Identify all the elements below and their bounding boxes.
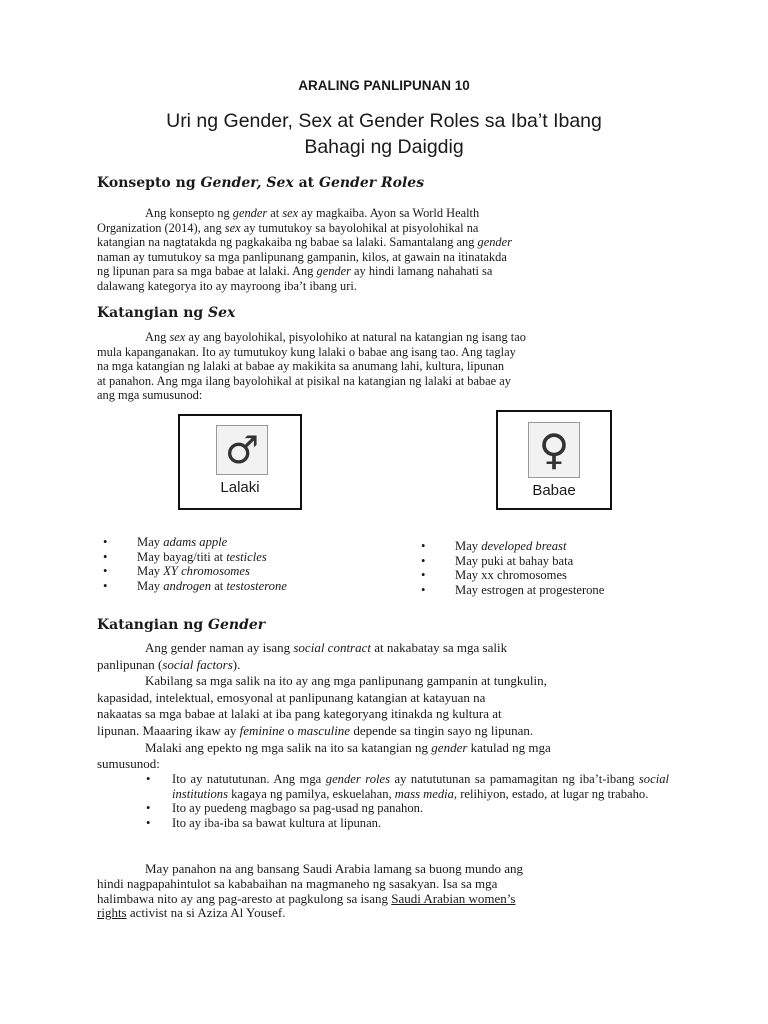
male-traits-list (101, 535, 401, 593)
list-item: • May adams apple (101, 535, 401, 550)
rights-link[interactable]: rights (97, 905, 127, 921)
text-line: hindi nagpapahintulot sa kababaihan na magmaneho ng sasakyan. Isa sa mga (97, 875, 498, 891)
text-line: May panahon na ang bansang Saudi Arabia lamang sa buong mundo ang (145, 861, 523, 876)
heading-text: Katangian ng (97, 305, 209, 321)
paragraph-saudi (97, 862, 669, 921)
heading-italic: Gender (208, 617, 266, 633)
list-item: • May xx chromosomes (419, 568, 679, 583)
heading-text: at (293, 175, 320, 191)
text-line: Ang konsepto ng gender at sex ay magkaiba. Ayon sa World Health (145, 206, 480, 220)
saudi-link[interactable]: Saudi Arabian women’s (391, 890, 516, 906)
section-heading-konsepto (97, 175, 424, 191)
list-item: • Ito ay iba-iba sa bawat kultura at lipunan. (144, 816, 669, 831)
heading-text: Katangian ng (97, 617, 209, 633)
list-item: • May developed breast (419, 539, 679, 554)
text-line: ang mga sumusunod: (97, 388, 203, 403)
female-label: Babae (532, 482, 576, 499)
text-line: dalawang kategorya ito ay mayroong iba’t ibang uri. (97, 278, 357, 293)
male-symbol-icon: ♂ (216, 425, 268, 475)
list-item: • May puki at bahay bata (419, 554, 679, 569)
title-line-1: Uri ng Gender, Sex at Gender Roles sa Iba’t Ibang (166, 110, 602, 132)
title-line-2: Bahagi ng Daigdig (304, 136, 464, 158)
page-title (80, 108, 688, 160)
heading-italic: Gender Roles (319, 175, 425, 191)
female-box (496, 410, 612, 510)
subject-heading: ARALING PANLIPUNAN 10 (298, 78, 470, 93)
list-item: • Ito ay natututunan. Ang mga gender roles ay natututunan sa pamamagitan ng iba’t-ibang social institutions kagaya ng pamilya, eskuelahan, mass media, relihiyon, estado, at lugar ng trabaho. (144, 772, 669, 801)
text-line: Kabilang sa mga salik na ito ay ang mga panlipunang gampanin at tungkulin, (145, 673, 547, 689)
text-line: katangian na nagtatakda ng pagkakaiba ng babae sa lalaki. Samantalang ang gender (97, 235, 512, 250)
text-line: Organization (2014), ang sex ay tumutukoy sa bayolohikal at pisyolohikal na (97, 220, 479, 235)
list-item: • May androgen at testosterone (101, 579, 401, 594)
heading-italic: Gender (200, 175, 257, 191)
section-heading-gender (97, 617, 265, 633)
text-line: sumusunod: (97, 756, 160, 772)
text-line: halimbawa nito ay ang pag-aresto at pagkulong sa isang Saudi Arabian women’s (97, 890, 516, 906)
text-line: at panahon. Ang mga ilang bayolohikal at pisikal na katangian ng lalaki at babae ay (97, 373, 511, 388)
text-line: lipunan. Maaaring ikaw ay feminine o masculine depende sa tingin sayo ng lipunan. (97, 722, 534, 738)
male-box (178, 414, 302, 510)
heading-text: Konsepto ng (97, 175, 201, 191)
list-item: • May XY chromosomes (101, 564, 401, 579)
text-line: nakaatas sa mga babae at lalaki at iba pang kategoryang itinakda ng kultura at (97, 706, 502, 722)
list-item: • May bayag/titi at testicles (101, 550, 401, 565)
text-line: na mga katangian ng lalaki at babae ay makikita sa anumang lahi, kultura, lipunan (97, 359, 505, 374)
text-line: Malaki ang epekto ng mga salik na ito sa katangian ng gender katulad ng mga (145, 739, 551, 755)
list-item: • Ito ay puedeng magbago sa pag-usad ng panahon. (144, 801, 669, 816)
text-line: Ang gender naman ay isang social contract at nakabatay sa mga salik (145, 640, 508, 655)
male-label: Lalaki (220, 479, 260, 496)
heading-italic: Sex (208, 305, 236, 321)
female-traits-list (419, 539, 679, 597)
heading-sep: , (256, 175, 267, 191)
paragraph-konsepto (97, 206, 669, 294)
text-line: Ang sex ay ang bayolohikal, pisyolohiko at natural na katangian ng isang tao (145, 330, 526, 344)
list-item: • May estrogen at progesterone (419, 583, 679, 598)
text-line: ng lipunan para sa mga babae at lalaki. Ang gender ay hindi lamang nahahati sa (97, 264, 493, 279)
gender-traits-list (144, 772, 669, 830)
text-line: mula kapanganakan. Ito ay tumutukoy kung lalaki o babae ang isang tao. Ang taglay (97, 344, 516, 359)
paragraph-sex (97, 330, 669, 403)
paragraph-gender (97, 640, 669, 773)
text-line: naman ay tumutukoy sa mga panlipunang gampanin, kilos, at gawain na itinatakda (97, 249, 507, 264)
text-line: panlipunan (social factors). (97, 656, 241, 672)
text-line: kapasidad, intelektual, emosyonal at panlipunang katangian at katayuan na (97, 689, 486, 705)
section-heading-sex (97, 305, 235, 321)
female-symbol-icon: ♀ (528, 422, 580, 478)
heading-italic: Sex (266, 175, 294, 191)
text-line: rights activist na si Aziza Al Yousef. (97, 905, 286, 921)
